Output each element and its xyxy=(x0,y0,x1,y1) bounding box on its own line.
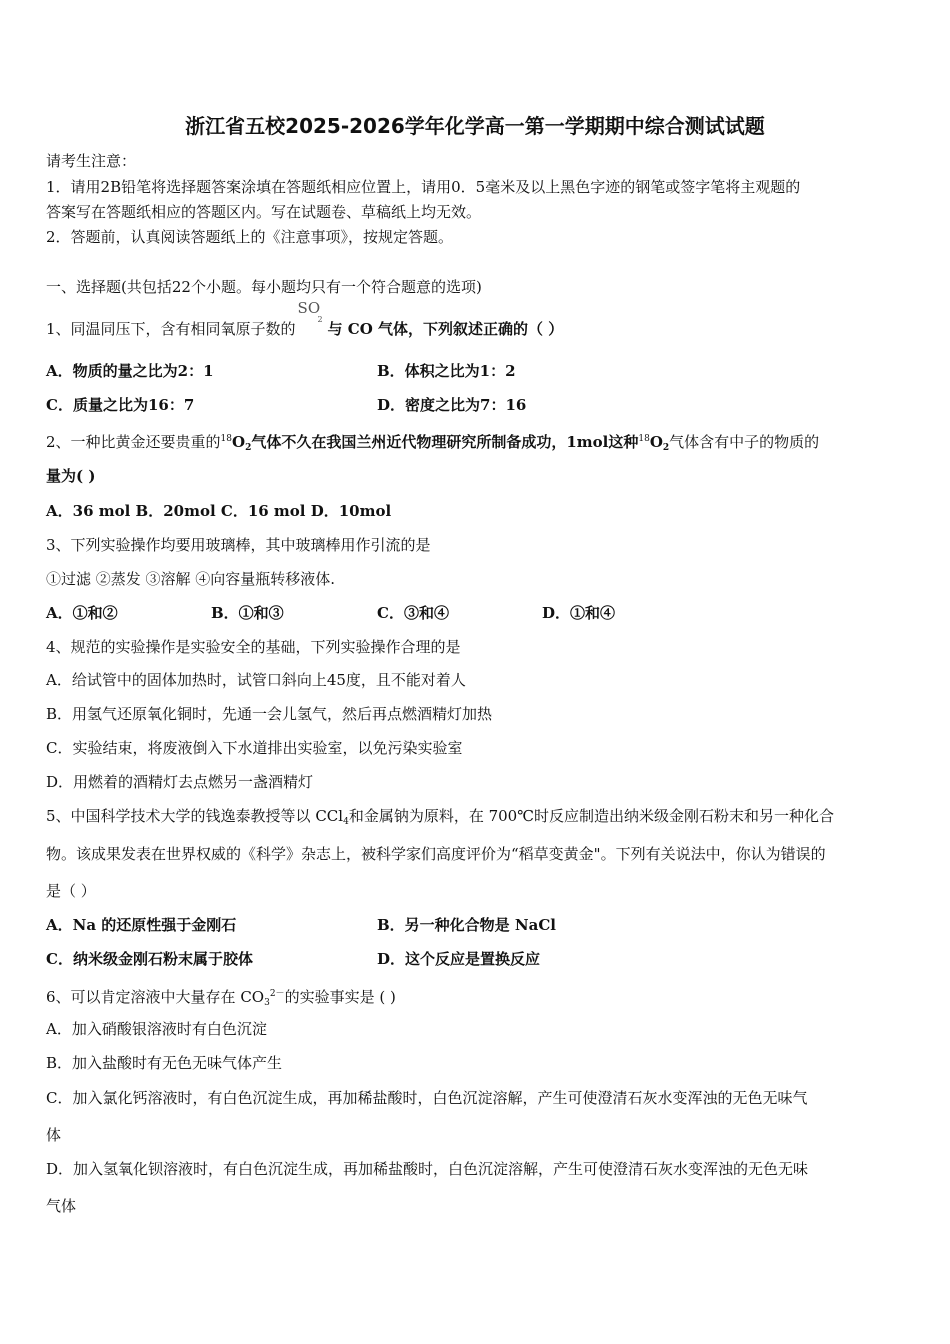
exam-title: 浙江省五校2025-2026学年化学高一第一学期期中综合测试试题 xyxy=(185,114,765,138)
ccl4-subscript: 4 xyxy=(343,817,349,827)
q1-option-a: A．物质的量之比为2：1 xyxy=(46,362,214,380)
question-3-stem: 3、下列实验操作均要用玻璃棒，其中玻璃棒用作引流的是 xyxy=(46,536,431,554)
notice-item-1-line-1: 1．请用2B铅笔将选择题答案涂填在答题纸相应位置上，请用0．5毫米及以上黑色字迹的钢笔或签字笔将主观题的 xyxy=(46,178,801,196)
question-1-stem xyxy=(46,299,564,339)
q6-option-c-line-1: C．加入氯化钙溶液时，有白色沉淀生成，再加稀盐酸时，白色沉淀溶解，产生可使澄清石灰水变浑浊的无色无味气 xyxy=(46,1089,808,1107)
q6-option-d-line-2: 气体 xyxy=(46,1197,77,1215)
oxygen-symbol-2: O xyxy=(649,433,663,451)
q4-option-a: A．给试管中的固体加热时，试管口斜向上45度，且不能对着人 xyxy=(46,671,466,689)
notice-item-2: 2．答题前，认真阅读答题纸上的《注意事项》，按规定答题。 xyxy=(46,228,454,246)
q1-stem-end: 与 CO 气体，下列叙述正确的（ ） xyxy=(327,320,564,338)
q4-option-d: D．用燃着的酒精灯去点燃另一盏酒精灯 xyxy=(46,773,314,791)
q1-option-d: D．密度之比为7：16 xyxy=(377,396,527,414)
q6-option-d-line-1: D．加入氢氧化钡溶液时，有白色沉淀生成，再加稀盐酸时，白色沉淀溶解，产生可使澄清石灰水变浑浊的无色无味 xyxy=(46,1160,809,1178)
q4-option-b: B．用氢气还原氧化铜时，先通一会儿氢气，然后再点燃酒精灯加热 xyxy=(46,705,493,723)
so2-main: SO xyxy=(297,299,321,317)
q3-option-b: B．①和③ xyxy=(211,604,284,622)
q5-option-a: A．Na 的还原性强于金刚石 xyxy=(46,916,237,934)
q6-option-c-line-2: 体 xyxy=(46,1126,62,1144)
q6-stem-start: 6、可以肯定溶液中大量存在 CO xyxy=(46,988,265,1006)
q1-option-c: C．质量之比为16：7 xyxy=(46,396,195,414)
q6-option-b: B．加入盐酸时有无色无味气体产生 xyxy=(46,1054,283,1072)
q2-stem-end: 气体含有中子的物质的 xyxy=(669,433,820,451)
q3-option-c: C．③和④ xyxy=(377,604,449,622)
oxygen-symbol-1: O xyxy=(232,433,246,451)
q6-option-a: A．加入硝酸银溶液时有白色沉淀 xyxy=(46,1020,267,1038)
isotope-mass-1: 18 xyxy=(220,434,232,444)
carbonate-charge: 2－ xyxy=(269,989,285,999)
q5-stem-line-2: 物。该成果发表在世界权威的《科学》杂志上，被科学家们高度评价为“稻草变黄金"。下列有关说法中，你认为错误的 xyxy=(46,845,826,863)
notice-item-1-line-2: 答案写在答题纸相应的答题区内。写在试题卷、草稿纸上均无效。 xyxy=(46,203,482,221)
q5-stem-end: 和金属钠为原料，在 700℃时反应制造出纳米级金刚石粉末和另一种化合 xyxy=(348,807,834,825)
q5-stem-start: 5、中国科学技术大学的钱逸泰教授等以 CCl xyxy=(46,807,344,825)
isotope-mass-2: 18 xyxy=(638,434,650,444)
q2-options: A．36 mol B．20mol C．16 mol D．10mol xyxy=(46,502,392,520)
q2-stem-line-2: 量为( ) xyxy=(46,467,96,485)
question-2-stem xyxy=(46,429,819,458)
question-6-stem xyxy=(46,984,396,1013)
q6-stem-end: 的实验事实是 ( ) xyxy=(284,988,396,1006)
notice-heading: 请考生注意： xyxy=(46,152,137,170)
q5-option-d: D．这个反应是置换反应 xyxy=(377,950,541,968)
q4-option-c: C．实验结束，将废液倒入下水道排出实验室，以免污染实验室 xyxy=(46,739,463,757)
question-5-stem xyxy=(46,806,834,832)
q2-stem-middle: 气体不久在我国兰州近代物理研究所制备成功，1mol这种 xyxy=(251,433,639,451)
q3-option-d: D．①和④ xyxy=(542,604,616,622)
q1-option-b: B．体积之比为1：2 xyxy=(377,362,516,380)
carbonate-subscript: 3 xyxy=(264,998,270,1008)
q5-stem-line-3: 是（ ） xyxy=(46,882,96,900)
section-header: 一、选择题(共包括22个小题。每小题均只有一个符合题意的选项) xyxy=(46,278,482,296)
so2-formula xyxy=(296,299,328,334)
q5-option-b: B．另一种化合物是 NaCl xyxy=(377,916,556,934)
q3-items: ①过滤 ②蒸发 ③溶解 ④向容量瓶转移液体. xyxy=(46,570,336,588)
oxygen-subscript-1: 2 xyxy=(245,443,252,453)
q3-option-a: A．①和② xyxy=(46,604,118,622)
so2-subscript: 2 xyxy=(317,315,323,324)
q5-option-c: C．纳米级金刚石粉末属于胶体 xyxy=(46,950,253,968)
q2-stem-start: 2、一种比黄金还要贵重的 xyxy=(46,433,221,451)
question-4-stem: 4、规范的实验操作是实验安全的基础，下列实验操作合理的是 xyxy=(46,638,461,656)
oxygen-subscript-2: 2 xyxy=(662,443,670,453)
q1-stem-start: 1、同温同压下，含有相同氧原子数的 xyxy=(46,320,296,338)
